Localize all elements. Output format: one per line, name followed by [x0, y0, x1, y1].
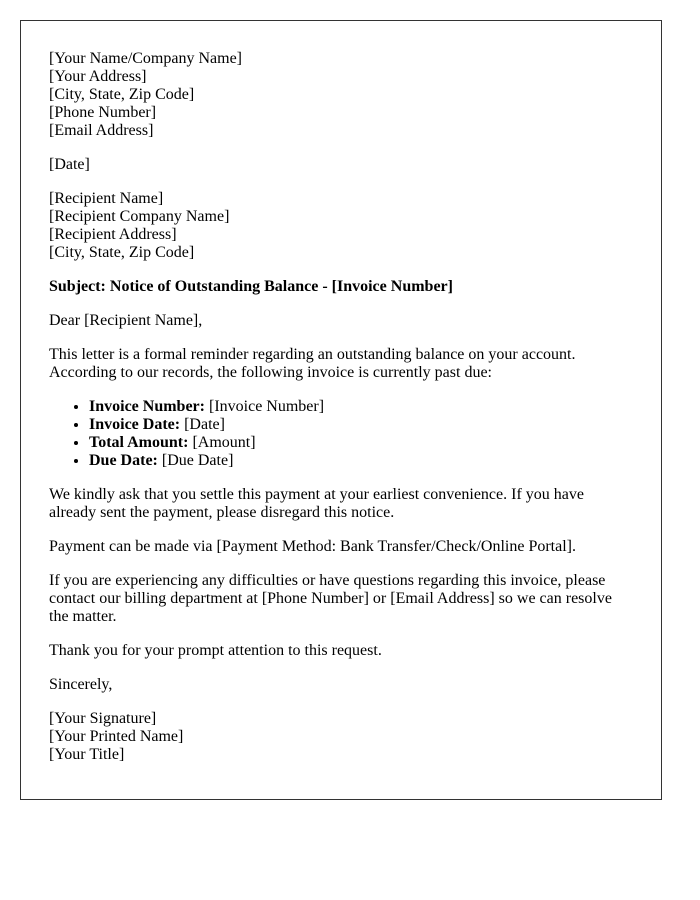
- recipient-address: [Recipient Address]: [49, 226, 177, 243]
- recipient-block: [49, 190, 633, 262]
- signature: [Your Signature]: [49, 710, 157, 727]
- recipient-company: [Recipient Company Name]: [49, 208, 230, 225]
- sender-phone: [Phone Number]: [49, 104, 157, 121]
- sender-name: [Your Name/Company Name]: [49, 50, 243, 67]
- thanks-paragraph: Thank you for your prompt attention to this request.: [49, 642, 382, 659]
- sender-email: [Email Address]: [49, 122, 154, 139]
- list-item: [89, 434, 633, 452]
- list-item: [89, 416, 633, 434]
- intro-paragraph: This letter is a formal reminder regarding an outstanding balance on your account. According to our records, the following invoice is currently past due:: [49, 346, 576, 381]
- date-block: [49, 156, 633, 174]
- invoice-number-value: [Invoice Number]: [208, 398, 325, 415]
- invoice-number-label: Invoice Number:: [89, 398, 205, 415]
- invoice-date-value: [Date]: [184, 416, 225, 433]
- sender-block: [49, 50, 633, 140]
- sender-city: [City, State, Zip Code]: [49, 86, 195, 103]
- printed-name: [Your Printed Name]: [49, 728, 184, 745]
- total-amount-value: [Amount]: [192, 434, 256, 451]
- total-amount-label: Total Amount:: [89, 434, 189, 451]
- closing: Sincerely,: [49, 676, 113, 693]
- list-item: [89, 398, 633, 416]
- request-paragraph: We kindly ask that you settle this payment at your earliest convenience. If you have already sent the payment, please disregard this notice.: [49, 486, 584, 521]
- invoice-details-list: [49, 398, 633, 470]
- letter-date: [Date]: [49, 156, 90, 173]
- due-date-label: Due Date:: [89, 452, 158, 469]
- letter-document: [20, 20, 662, 800]
- due-date-value: [Due Date]: [161, 452, 234, 469]
- contact-paragraph: If you are experiencing any difficulties or have questions regarding this invoice, please contact our billing department at [Phone Number] or [Email Address] so we can resolve the matter.: [49, 572, 612, 625]
- payment-paragraph: Payment can be made via [Payment Method: Bank Transfer/Check/Online Portal].: [49, 538, 576, 555]
- list-item: [89, 452, 633, 470]
- subject-line: Subject: Notice of Outstanding Balance - [Invoice Number]: [49, 278, 453, 295]
- signature-block: [49, 710, 633, 764]
- sender-address: [Your Address]: [49, 68, 147, 85]
- invoice-date-label: Invoice Date:: [89, 416, 181, 433]
- recipient-name: [Recipient Name]: [49, 190, 164, 207]
- greeting: Dear [Recipient Name],: [49, 312, 203, 329]
- title: [Your Title]: [49, 746, 125, 763]
- recipient-city: [City, State, Zip Code]: [49, 244, 195, 261]
